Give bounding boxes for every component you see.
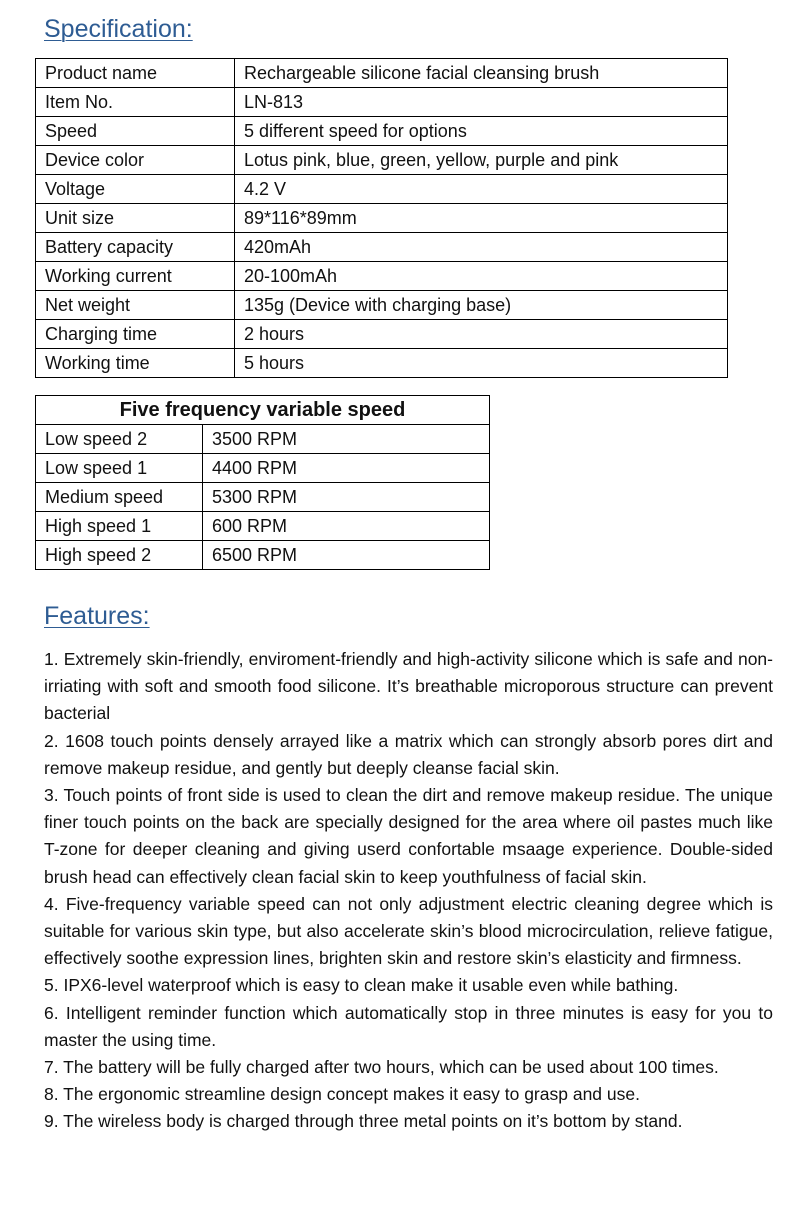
- table-row: [36, 59, 728, 88]
- table-row: [36, 425, 490, 454]
- row-value: 420mAh: [235, 233, 728, 262]
- row-label: Low speed 2: [36, 425, 203, 454]
- feature-item: 8. The ergonomic streamline design concept makes it easy to grasp and use.: [44, 1084, 640, 1105]
- row-value: 135g (Device with charging base): [235, 291, 728, 320]
- specification-table: [35, 58, 728, 378]
- row-label: Product name: [36, 59, 235, 88]
- row-label: Battery capacity: [36, 233, 235, 262]
- row-label: Net weight: [36, 291, 235, 320]
- features-list: [44, 646, 773, 1136]
- row-label: Low speed 1: [36, 454, 203, 483]
- row-value: 5 hours: [235, 349, 728, 378]
- table-row: [36, 175, 728, 204]
- table-row: [36, 454, 490, 483]
- row-value: 20-100mAh: [235, 262, 728, 291]
- row-label: Medium speed: [36, 483, 203, 512]
- feature-item: 2. 1608 touch points densely arrayed like a matrix which can strongly absorb pores dirt and remove makeup residue, and gently but deeply cleanse facial skin.: [44, 730, 773, 778]
- table-row: [36, 117, 728, 146]
- feature-item: 7. The battery will be fully charged after two hours, which can be used about 100 times.: [44, 1057, 719, 1078]
- feature-item: 3. Touch points of front side is used to clean the dirt and remove makeup residue. The unique finer touch points on the back are specially designed for the area where oil pastes much like T-zone for deeper cleaning and giving userd confortable msaage experience. Double-sided brush head can effectively clean facial skin to keep youthfulness of facial skin.: [44, 785, 773, 887]
- table-row: [36, 88, 728, 117]
- row-value: 600 RPM: [203, 512, 490, 541]
- row-value: 4.2 V: [235, 175, 728, 204]
- feature-item: 4. Five-frequency variable speed can not only adjustment electric cleaning degree which is suitable for various skin type, but also accelerate skin’s blood microcirculation, relieve fatigue, effectively soothe expression lines, brighten skin and restore skin’s elasticity and firmness.: [44, 893, 773, 969]
- row-label: Item No.: [36, 88, 235, 117]
- row-label: Speed: [36, 117, 235, 146]
- table-row: [36, 349, 728, 378]
- row-label: Voltage: [36, 175, 235, 204]
- row-value: 3500 RPM: [203, 425, 490, 454]
- feature-item: 1. Extremely skin-friendly, enviroment-friendly and high-activity silicone which is safe and non-irriating with soft and smooth food silicone. It’s breathable microporous structure can prevent bacterial: [44, 649, 773, 724]
- table-row: [36, 262, 728, 291]
- row-label: Device color: [36, 146, 235, 175]
- row-value: LN-813: [235, 88, 728, 117]
- specification-table-body: [36, 59, 728, 378]
- row-value: 89*116*89mm: [235, 204, 728, 233]
- row-label: Working time: [36, 349, 235, 378]
- speed-table-body: [36, 425, 490, 570]
- row-label: Charging time: [36, 320, 235, 349]
- speed-table-header-row: [36, 396, 490, 425]
- table-row: [36, 233, 728, 262]
- row-label: Working current: [36, 262, 235, 291]
- specification-heading: Specification:: [44, 15, 193, 43]
- row-value: 4400 RPM: [203, 454, 490, 483]
- features-heading: Features:: [44, 602, 150, 630]
- row-label: High speed 1: [36, 512, 203, 541]
- row-value: 5300 RPM: [203, 483, 490, 512]
- table-row: [36, 291, 728, 320]
- table-row: [36, 320, 728, 349]
- row-value: 2 hours: [235, 320, 728, 349]
- feature-item: 5. IPX6-level waterproof which is easy to clean make it usable even while bathing.: [44, 975, 679, 996]
- row-label: Unit size: [36, 204, 235, 233]
- speed-table-title: Five frequency variable speed: [36, 396, 490, 425]
- table-row: [36, 541, 490, 570]
- row-label: High speed 2: [36, 541, 203, 570]
- row-value: 6500 RPM: [203, 541, 490, 570]
- row-value: Lotus pink, blue, green, yellow, purple and pink: [235, 146, 728, 175]
- table-row: [36, 483, 490, 512]
- table-row: [36, 204, 728, 233]
- row-value: Rechargeable silicone facial cleansing brush: [235, 59, 728, 88]
- row-value: 5 different speed for options: [235, 117, 728, 146]
- feature-item: 9. The wireless body is charged through three metal points on it’s bottom by stand.: [44, 1111, 683, 1132]
- feature-item: 6. Intelligent reminder function which automatically stop in three minutes is easy for you to master the using time.: [44, 1002, 773, 1050]
- table-row: [36, 146, 728, 175]
- speed-table: [35, 395, 490, 570]
- table-row: [36, 512, 490, 541]
